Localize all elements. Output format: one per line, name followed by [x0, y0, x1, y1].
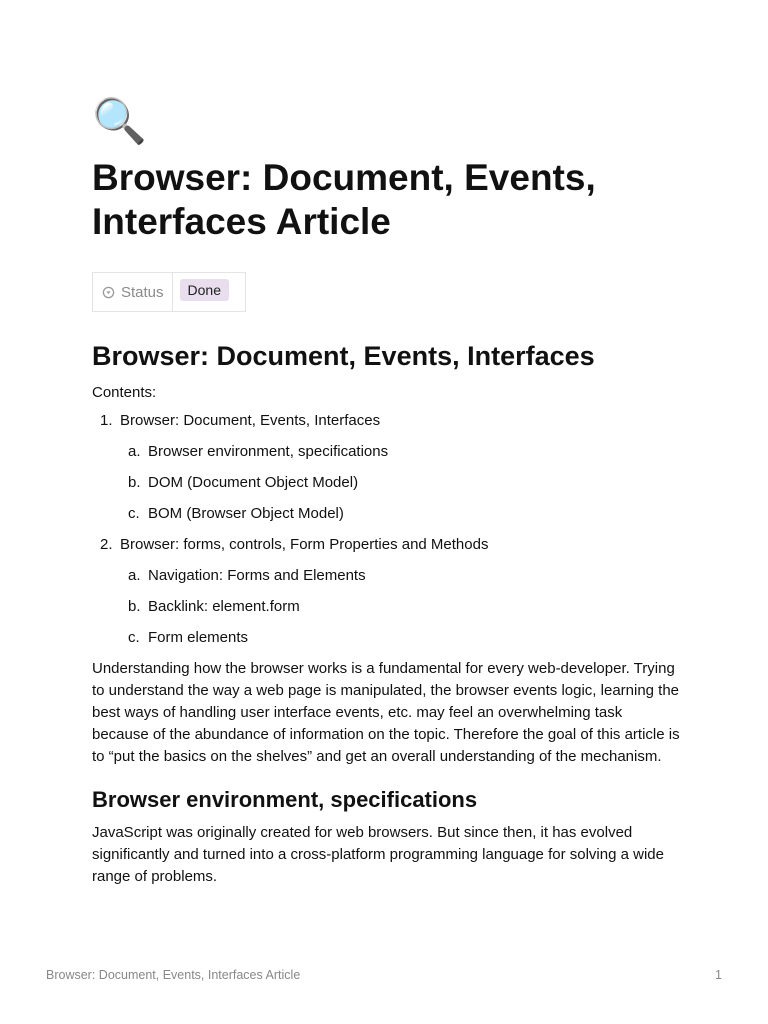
page-title: Browser: Document, Events, Interfaces Article: [92, 157, 596, 242]
status-property: [93, 273, 173, 311]
status-icon: [102, 286, 115, 299]
toc-subitem: [120, 472, 682, 494]
toc-subnumber: a.: [128, 443, 141, 460]
section-heading-main: Browser: Document, Events, Interfaces: [92, 341, 595, 371]
page-footer: [46, 968, 722, 982]
toc-subnumber: c.: [128, 505, 140, 522]
toc-subitem: [120, 565, 682, 587]
intro-paragraph: Understanding how the browser works is a fundamental for every web-developer. Trying to understand the way a web page is manipulated, the browser events logic, learning the best ways of handling user interface events, etc. may feel an overwhelming task because of the abundance of information on the topic. Therefore the goal of this article is to “put the basics on the shelves” and get an overall understanding of the mechanism.: [92, 660, 680, 765]
toc-number: 2.: [100, 536, 113, 553]
status-label: Status: [121, 283, 164, 301]
toc-sublabel: Browser environment, specifications: [148, 443, 389, 460]
toc-sublabel: Navigation: Forms and Elements: [148, 567, 366, 584]
properties-table: [92, 272, 246, 312]
section-heading-environment: Browser environment, specifications: [92, 787, 478, 812]
page-body: [92, 92, 682, 888]
toc-sublist: [120, 441, 682, 525]
magnifying-glass-icon: 🔍: [92, 97, 147, 146]
toc-sublabel: BOM (Browser Object Model): [148, 505, 344, 522]
toc-subitem: [120, 596, 682, 618]
toc-subitem: [120, 627, 682, 649]
contents-label: Contents:: [92, 384, 157, 401]
toc-sublabel: Form elements: [148, 629, 249, 646]
toc-subnumber: b.: [128, 598, 141, 615]
toc-number: 1.: [100, 412, 113, 429]
toc-subnumber: a.: [128, 567, 141, 584]
status-value-cell[interactable]: [173, 273, 245, 311]
table-of-contents: [92, 410, 682, 649]
toc-item: [92, 410, 682, 525]
toc-subnumber: b.: [128, 474, 141, 491]
toc-sublabel: Backlink: element.form: [148, 598, 300, 615]
toc-label: Browser: forms, controls, Form Properties and Methods: [120, 536, 489, 553]
toc-subitem: [120, 503, 682, 525]
toc-item: [92, 534, 682, 649]
toc-subnumber: c.: [128, 629, 140, 646]
footer-page-number: 1: [715, 968, 722, 982]
footer-title: Browser: Document, Events, Interfaces Article: [46, 968, 301, 982]
status-badge: Done: [180, 279, 229, 301]
environment-paragraph: JavaScript was originally created for web browsers. But since then, it has evolved significantly and turned into a cross-platform programming language for solving a wide range of problems.: [92, 824, 664, 885]
toc-subitem: [120, 441, 682, 463]
toc-sublist: [120, 565, 682, 649]
toc-sublabel: DOM (Document Object Model): [148, 474, 359, 491]
toc-label: Browser: Document, Events, Interfaces: [120, 412, 381, 429]
